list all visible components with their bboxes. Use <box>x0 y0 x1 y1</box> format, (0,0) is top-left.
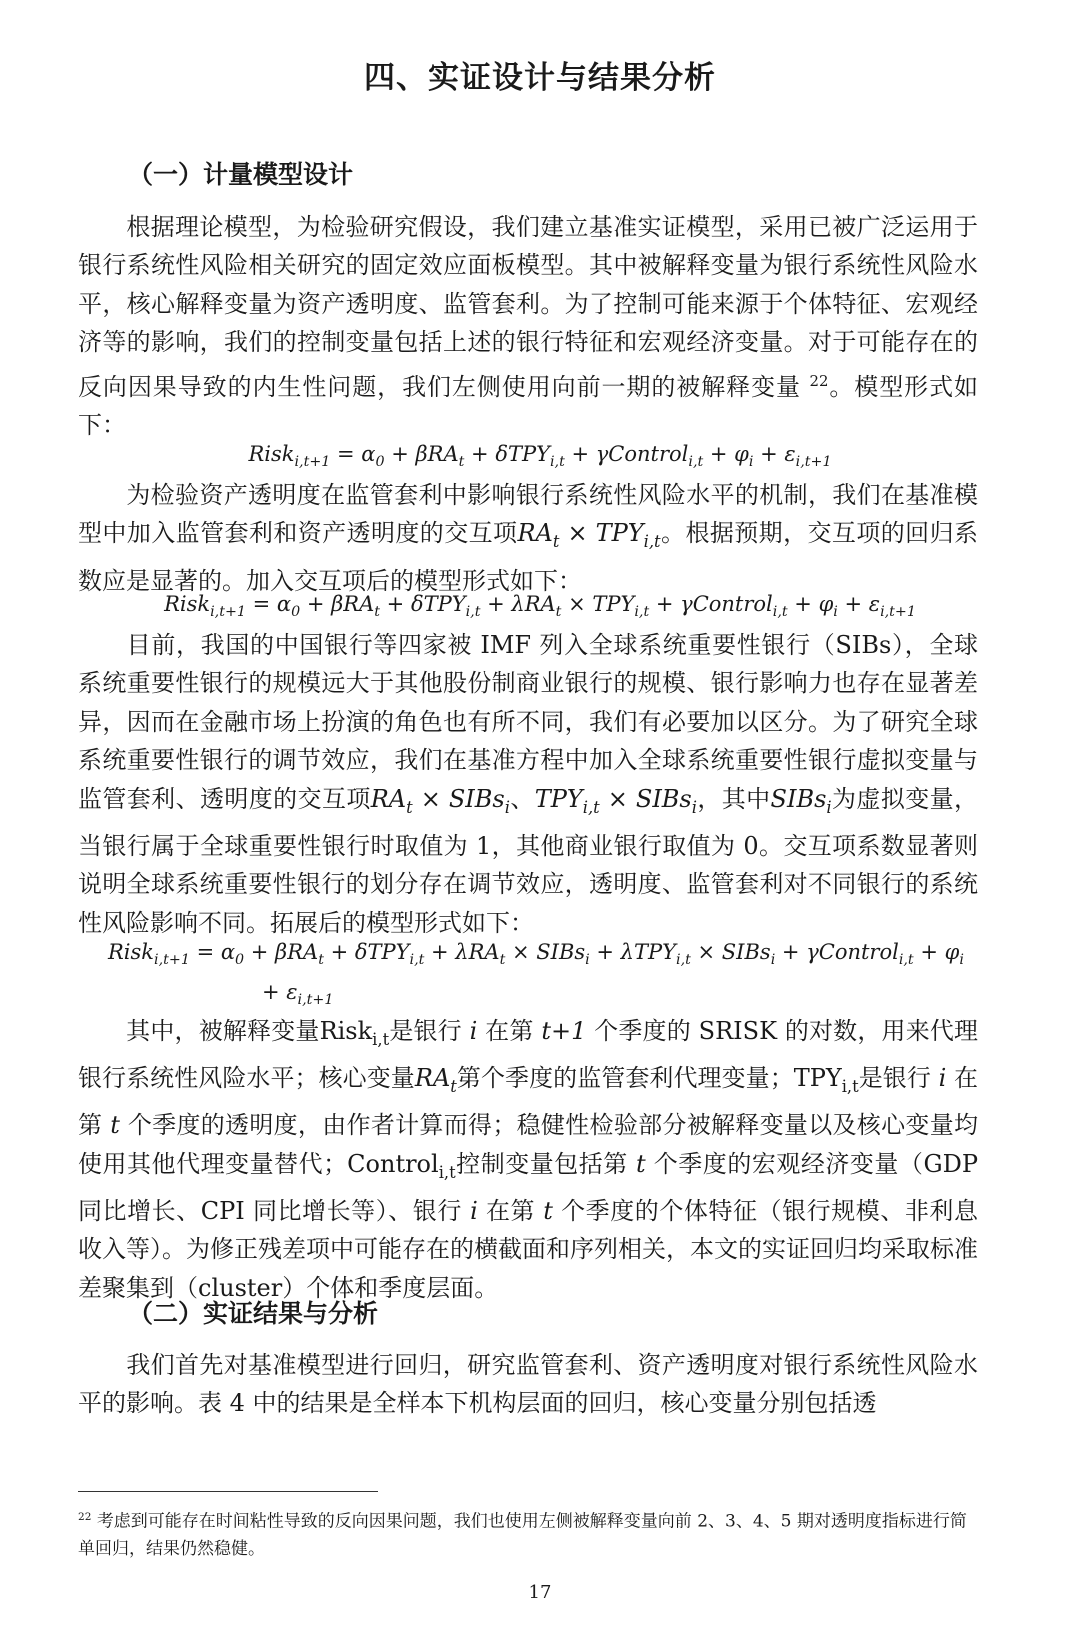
page-number: 17 <box>528 1582 552 1603</box>
equation-3: Risk$_{i,t+1}$ = $\alpha_0 + \beta RA_t + \delta TPY_{i,t} + \lambda RA_t$ × SIBs$_i$ + λTPY$_{i,t}$ × SIBs$_i$ + γControl$_{i,t}$ + $\varphi_i$ <box>108 940 964 969</box>
equation-3-continued: + $\varepsilon_{i,t+1}$ <box>262 980 334 1009</box>
equation-1: Risk$_{i,t+1}$ = $\alpha_0 + \beta RA_t + \delta TPY_{i,t}$ + γControl$_{i,t}$ + $\varphi_i + \varepsilon_{i,t+1}$ <box>248 442 832 471</box>
paragraph-sibs: 目前，我国的中国银行等四家被 IMF 列入全球系统重要性银行（SIBs），全球系统重要性银行的规模远大于其他股份制商业银行的规模、银行影响力也存在显著差异，因而在金融市场上扮演的角色也有所不同，我们有必要加以区分。为了研究全球系统重要性银行的调节效应，我们在基准方程中加入全球系统重要性银行虚拟变量与监管套利、透明度的交互项$RA_t$ × SIBs$_i$、$TPY_{i,t}$ × SIBs$_i$，其中SIBs$_i$为虚拟变量，当银行属于全球重要性银行时取值为 1，其他商业银行取值为 0。交互项系数显著则说明全球系统重要性银行的划分存在调节效应，透明度、监管套利对不同银行的系统性风险影响不同。拓展后的模型形式如下： <box>78 631 979 937</box>
section-title: 四、实证设计与结果分析 <box>364 60 716 96</box>
equation-2: Risk$_{i,t+1}$ = $\alpha_0 + \beta RA_t + \delta TPY_{i,t} + \lambda RA_t \times TPY_{i,t}$ + γControl$_{i,t}$ + $\varphi_i + \varepsilon_{i,t+1}$ <box>164 592 916 621</box>
paragraph-model-intro: 根据理论模型，为检验研究假设，我们建立基准实证模型，采用已被广泛运用于银行系统性风险相关研究的固定效应面板模型。其中被解释变量为银行系统性风险水平，核心解释变量为资产透明度、监管套利。为了控制可能来源于个体特征、宏观经济等的影响，我们的控制变量包括上述的银行特征和宏观经济变量。对于可能存在的反向因果导致的内生性问题，我们左侧使用向前一期的被解释变量 $^{22}$。模型形式如下： <box>78 213 978 440</box>
footnote-ref[interactable]: 22 <box>809 371 829 390</box>
paragraph-results: 我们首先对基准模型进行回归，研究监管套利、资产透明度对银行系统性风险水平的影响。表 4 中的结果是全样本下机构层面的回归，核心变量分别包括透 <box>78 1351 978 1418</box>
footnote-divider <box>78 1491 378 1492</box>
subsection-heading-results: （二）实证结果与分析 <box>128 1299 379 1328</box>
paragraph-interaction: 为检验资产透明度在监管套利中影响银行系统性风险水平的机制，我们在基准模型中加入监管套利和资产透明度的交互项$RA_t \times TPY_{i,t}$。根据预期，交互项的回归系数应是显著的。加入交互项后的模型形式如下： <box>78 481 979 595</box>
footnote-22: $^{22}$ 考虑到可能存在时间粘性导致的反向因果问题，我们也使用左侧被解释变量向前 2、3、4、5 期对透明度指标进行简单回归，结果仍然稳健。 <box>78 1511 967 1559</box>
paragraph-variables: 其中，被解释变量Risk$_{i,t}$是银行 i 在第 t+1 个季度的 SRISK 的对数，用来代理银行系统性风险水平；核心变量$RA_t$第个季度的监管套利代理变量；$TPY_{i,t}$是银行 i 在第 t 个季度的透明度，由作者计算而得；稳健性检验部分被解释变量以及核心变量均使用其他代理变量替代；Control$_{i,t}$控制变量包括第 t 个季度的宏观经济变量（GDP 同比增长、CPI 同比增长等）、银行 i 在第 t 个季度的个体特征（银行规模、非利息收入等）。为修正残差项中可能存在的横截面和序列相关，本文的实证回归均采取标准差聚集到（cluster）个体和季度层面。 <box>78 1017 979 1302</box>
subsection-heading-model: （一）计量模型设计 <box>128 160 354 189</box>
